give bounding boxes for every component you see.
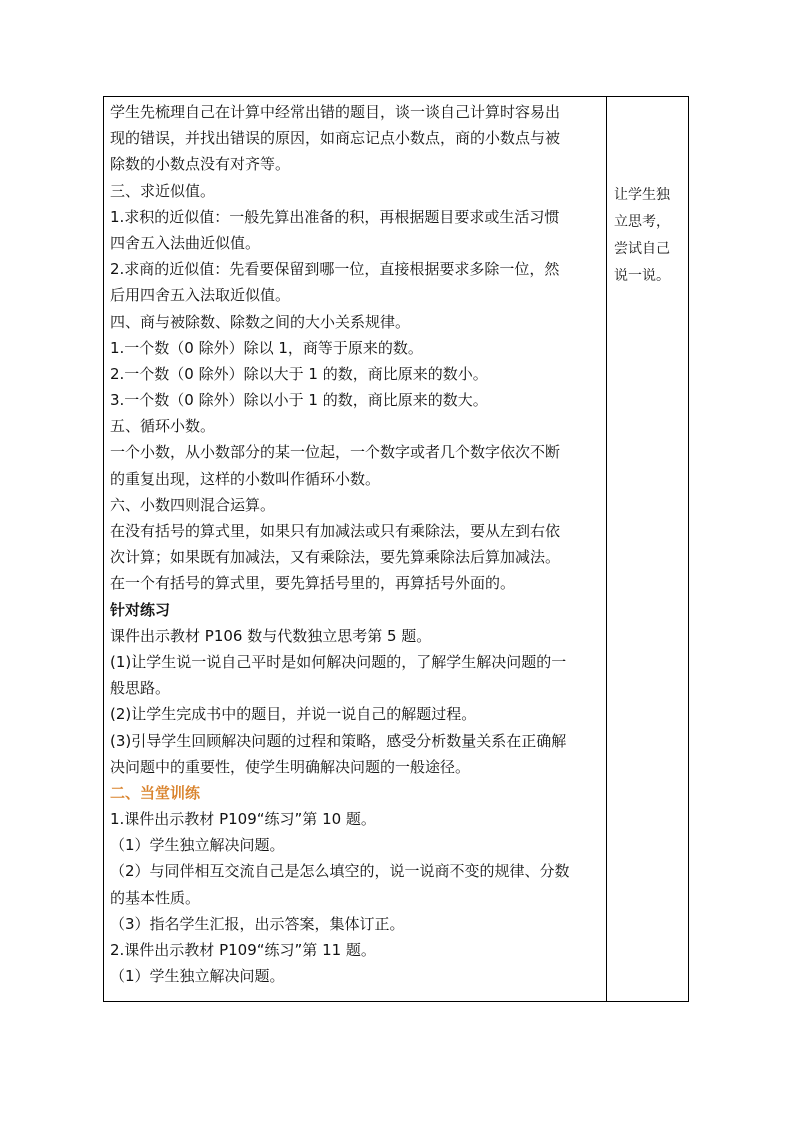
content-line: (1)让学生说一说自己平时是如何解决问题的，了解学生解决问题的一 [110,652,567,671]
content-line: 四、商与被除数、除数之间的大小关系规律。 [110,312,411,331]
content-line: 3.一个数（0 除外）除以小于 1 的数，商比原来的数大。 [110,391,488,410]
content-line: 三、求近似值。 [110,181,216,200]
section-heading: 二、当堂训练 [110,783,201,802]
lesson-table [103,96,689,1002]
content-line: 1.一个数（0 除外）除以 1，商等于原来的数。 [110,338,423,357]
side-note-line: 立思考， [614,214,670,230]
content-line: 现的错误，并找出错误的原因，如商忘记点小数点，商的小数点与被 [110,129,561,148]
content-line: 2.课件出示教材 P109“练习”第 11 题。 [110,941,376,959]
content-line: 一个小数，从小数部分的某一位起，一个数字或者几个数字依次不断 [110,443,561,462]
content-line: 后用四舍五入法取近似值。 [110,286,291,305]
content-line: 次计算；如果既有加减法，又有乘除法，要先算乘除法后算加减法。 [110,548,561,567]
content-line: 课件出示教材 P106 数与代数独立思考第 5 题。 [110,626,432,645]
content-line: 在没有括号的算式里，如果只有加减法或只有乘除法，要从左到右依 [110,522,561,540]
section-heading: 针对练习 [110,600,171,619]
content-line: 2.一个数（0 除外）除以大于 1 的数，商比原来的数小。 [110,364,488,383]
content-line: (2)让学生完成书中的题目，并说一说自己的解题过程。 [110,705,477,724]
content-line: 除数的小数点没有对齐等。 [110,155,291,174]
content-line: 四舍五入法曲近似值。 [110,233,261,252]
side-note-column [614,182,684,290]
content-line: 般思路。 [110,679,171,698]
side-note-line: 让学生独 [614,187,670,203]
content-line: 1.课件出示教材 P109“练习”第 10 题。 [110,810,376,829]
content-line: 学生先梳理自己在计算中经常出错的题目，谈一谈自己计算时容易出 [110,103,561,121]
side-note-line: 尝试自己 [614,241,670,257]
column-divider [606,97,607,1001]
content-line: （1）学生独立解决问题。 [110,967,285,986]
content-line: 的基本性质。 [110,888,201,907]
content-line: （1）学生独立解决问题。 [110,836,285,855]
content-line: 决问题中的重要性，使学生明确解决问题的一般途径。 [110,757,471,776]
content-line: 的重复出现，这样的小数叫作循环小数。 [110,469,381,488]
side-note-line: 说一说。 [614,268,670,284]
content-line: （3）指名学生汇报，出示答案，集体订正。 [110,914,405,933]
content-line: 六、小数四则混合运算。 [110,495,276,514]
content-line: 2.求商的近似值：先看要保留到哪一位，直接根据要求多除一位，然 [110,260,560,279]
content-line: 五、循环小数。 [110,417,216,436]
content-line: (3)引导学生回顾解决问题的过程和策略，感受分析数量关系在正确解 [110,731,567,750]
main-content-column [110,99,600,989]
content-line: （2）与同伴相互交流自己是怎么填空的，说一说商不变的规律、分数 [110,862,570,881]
content-line: 在一个有括号的算式里，要先算括号里的，再算括号外面的。 [110,574,516,593]
content-line: 1.求积的近似值：一般先算出准备的积，再根据题目要求或生活习惯 [110,207,560,226]
